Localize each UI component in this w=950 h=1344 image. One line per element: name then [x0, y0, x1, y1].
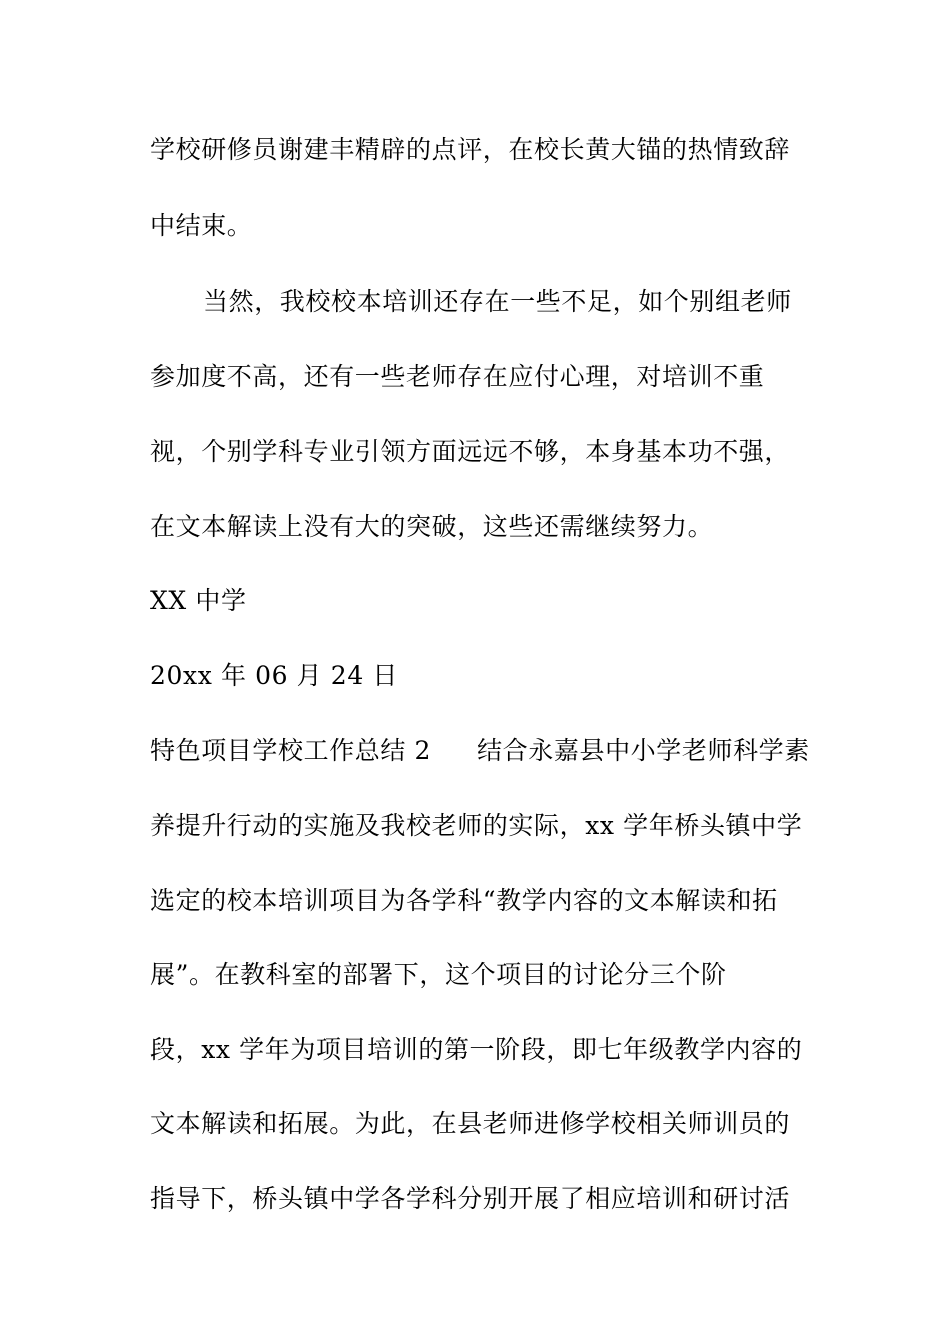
- paragraph-text: 结合永嘉县中小学老师科学素: [477, 736, 810, 765]
- paragraph-line: 养提升行动的实施及我校老师的实际，xx 学年桥头镇中学: [150, 811, 803, 840]
- paragraph-line: 参加度不高，还有一些老师存在应付心理，对培训不重: [150, 362, 765, 391]
- signature-school: XX 中学: [150, 586, 247, 615]
- paragraph-line: 指导下，桥头镇中学各学科分别开展了相应培训和研讨活: [150, 1184, 791, 1213]
- paragraph-line: 选定的校本培训项目为各学科“教学内容的文本解读和拓: [150, 886, 778, 915]
- paragraph-line: 在文本解读上没有大的突破，这些还需继续努力。: [150, 512, 714, 541]
- paragraph-line: 段，xx 学年为项目培训的第一阶段，即七年级教学内容的: [150, 1035, 803, 1064]
- paragraph-line: 视，个别学科专业引领方面远远不够，本身基本功不强，: [150, 437, 791, 466]
- paragraph-line: 文本解读和拓展。为此，在县老师进修学校相关师训员的: [150, 1109, 791, 1138]
- signature-date: 20xx 年 06 月 24 日: [150, 661, 398, 690]
- section-start-line: [150, 735, 810, 767]
- paragraph-line: 学校研修员谢建丰精辟的点评，在校长黄大锚的热情致辞: [150, 135, 791, 164]
- paragraph-line: 当然，我校校本培训还存在一些不足，如个别组老师: [203, 287, 792, 316]
- section-title: 特色项目学校工作总结 2: [150, 736, 432, 765]
- paragraph-line: 中结束。: [150, 211, 253, 240]
- paragraph-line: 展”。在教科室的部署下，这个项目的讨论分三个阶: [150, 960, 727, 989]
